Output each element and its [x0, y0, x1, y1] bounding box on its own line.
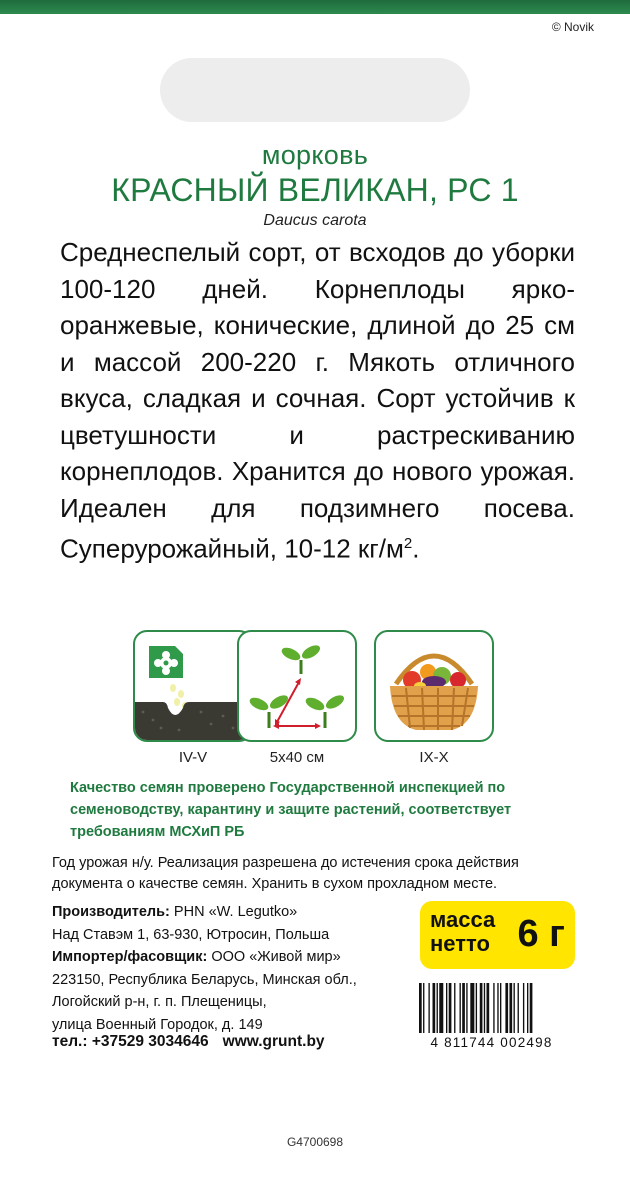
- contacts-block: [52, 901, 412, 1036]
- hang-slot: [160, 58, 470, 122]
- product-code: G4700698: [286, 1135, 344, 1149]
- net-weight-label-2: нетто: [430, 931, 490, 956]
- harvest-note: Год урожая н/у. Реализация разрешена до истечения срока действия документа о качестве семян. Хранить в сухом прохладном месте.: [52, 855, 519, 892]
- barcode-number: 4 811744 002498: [430, 1035, 553, 1050]
- producer-line: [52, 901, 412, 924]
- net-weight-value: 6 г: [517, 913, 565, 955]
- description: [60, 234, 575, 567]
- phone: тел.: +37529 3034646: [52, 1033, 209, 1050]
- sowing-icon: [133, 630, 253, 742]
- net-weight-label-1: масса: [430, 907, 496, 932]
- importer-name: ООО «Живой мир»: [211, 949, 341, 965]
- net-weight-badge: [420, 901, 575, 969]
- producer-address: Над Ставэм 1, 63-930, Ютросин, Польша: [52, 926, 330, 943]
- harvest-basket-icon: [374, 630, 494, 742]
- copyright: © Novik: [551, 20, 594, 34]
- net-weight-label: [430, 908, 495, 956]
- basket-graphic: [376, 632, 492, 740]
- producer-name: PHN «W. Legutko»: [173, 904, 298, 920]
- harvest-caption: IX-X: [419, 749, 449, 766]
- sowing-caption: IV-V: [178, 749, 208, 766]
- importer-address-3: улица Военный Городок, д. 149: [52, 1016, 263, 1033]
- latin-name: Daucus carota: [263, 212, 367, 229]
- spacing-caption: 5x40 см: [269, 749, 325, 766]
- website: www.grunt.by: [222, 1033, 325, 1050]
- spacing-graphic: [239, 632, 355, 740]
- importer-address-1: 223150, Республика Беларусь, Минская обл.,: [52, 971, 357, 988]
- description-superscript: 2: [403, 535, 413, 552]
- top-brand-bar: [0, 0, 630, 14]
- barcode: [417, 983, 577, 1043]
- variety-title: КРАСНЫЙ ВЕЛИКАН, РС 1: [111, 172, 519, 208]
- producer-label: Производитель:: [52, 904, 170, 920]
- seedling-spacing-icon: [237, 630, 357, 742]
- quality-note: Качество семян проверено Государственной инспекцией по семеноводству, карантину и защите растений, соответствует требованиям МСХиП РБ: [70, 780, 512, 840]
- description-text: Среднеспелый сорт, от всходов до уборки 100-120 дней. Корнеплоды ярко-оранжевые, конические, длиной до 25 см и массой 200-220 г. Мякоть отличного вкуса, сладкая и сочная. Сорт устойчив к цветушности и растрескиванию корнеплодов. Хранится до нового урожая. Идеален для подзимнего посева. Суперурожайный, 10-12 кг/м: [60, 237, 575, 564]
- importer-address-2: Логойский р-н, г. п. Плещеницы,: [52, 994, 267, 1010]
- description-end: .: [412, 533, 420, 564]
- phone-line: [52, 1033, 325, 1051]
- importer-label: Импортер/фасовщик:: [52, 949, 208, 965]
- importer-line: [52, 946, 412, 969]
- crop-name: морковь: [261, 140, 369, 170]
- sowing-graphic: [135, 632, 251, 740]
